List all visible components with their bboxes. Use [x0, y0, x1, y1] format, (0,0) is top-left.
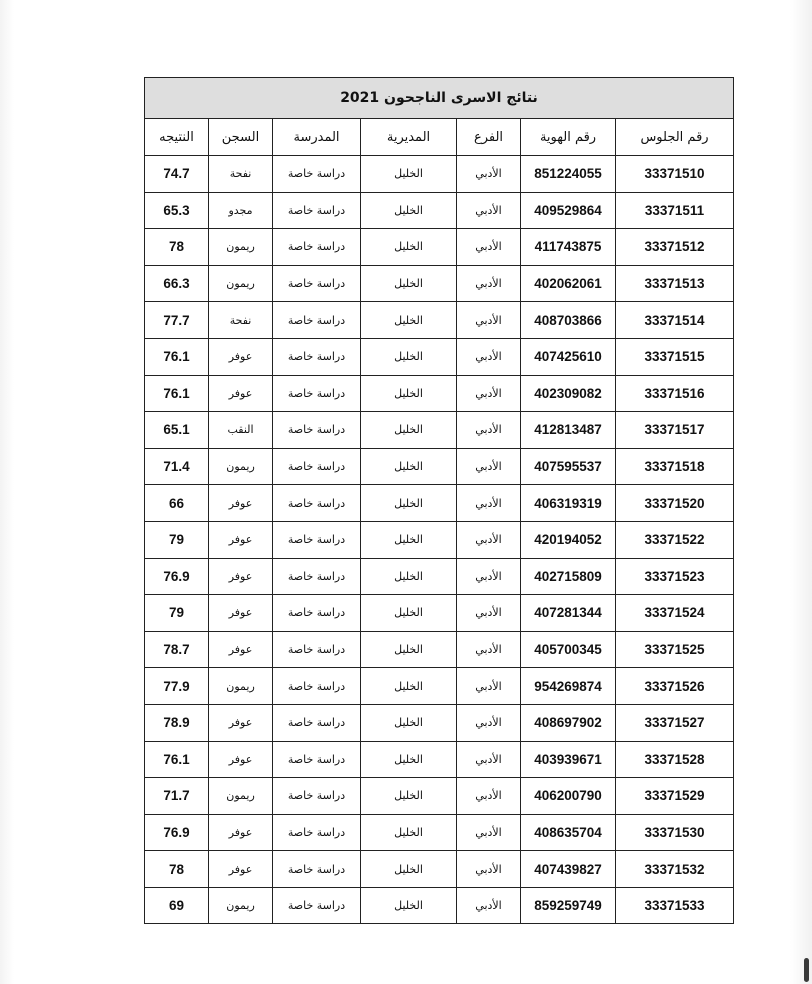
directorate-cell: الخليل — [361, 704, 457, 741]
prison-cell: ريمون — [209, 887, 273, 924]
prison-cell: نفحة — [209, 302, 273, 339]
seat-number-cell: 33371533 — [616, 887, 734, 924]
seat-number-cell: 33371528 — [616, 741, 734, 778]
school-cell: دراسة خاصة — [273, 558, 361, 595]
id-number-cell: 851224055 — [521, 156, 616, 193]
directorate-cell: الخليل — [361, 192, 457, 229]
seat-number-cell: 33371526 — [616, 668, 734, 705]
id-number-cell: 407439827 — [521, 851, 616, 888]
prison-cell: نفحة — [209, 156, 273, 193]
directorate-cell: الخليل — [361, 778, 457, 815]
table-row — [145, 192, 734, 229]
seat-number-cell: 33371524 — [616, 595, 734, 632]
prison-cell: عوفر — [209, 375, 273, 412]
directorate-cell: الخليل — [361, 668, 457, 705]
directorate-cell: الخليل — [361, 851, 457, 888]
result-cell: 79 — [145, 595, 209, 632]
branch-cell: الأدبي — [457, 778, 521, 815]
table-row — [145, 631, 734, 668]
id-number-cell: 407595537 — [521, 448, 616, 485]
directorate-cell: الخليل — [361, 448, 457, 485]
table-row — [145, 668, 734, 705]
result-cell: 76.1 — [145, 741, 209, 778]
result-cell: 78.9 — [145, 704, 209, 741]
school-cell: دراسة خاصة — [273, 448, 361, 485]
school-cell: دراسة خاصة — [273, 631, 361, 668]
school-cell: دراسة خاصة — [273, 814, 361, 851]
directorate-cell: الخليل — [361, 595, 457, 632]
header-seat-number: رقم الجلوس — [616, 119, 734, 156]
id-number-cell: 402715809 — [521, 558, 616, 595]
branch-cell: الأدبي — [457, 485, 521, 522]
prison-cell: عوفر — [209, 338, 273, 375]
result-cell: 77.9 — [145, 668, 209, 705]
seat-number-cell: 33371523 — [616, 558, 734, 595]
seat-number-cell: 33371527 — [616, 704, 734, 741]
result-cell: 76.9 — [145, 558, 209, 595]
table-row — [145, 887, 734, 924]
seat-number-cell: 33371529 — [616, 778, 734, 815]
prison-cell: عوفر — [209, 558, 273, 595]
school-cell: دراسة خاصة — [273, 741, 361, 778]
seat-number-cell: 33371520 — [616, 485, 734, 522]
branch-cell: الأدبي — [457, 302, 521, 339]
id-number-cell: 411743875 — [521, 229, 616, 266]
id-number-cell: 409529864 — [521, 192, 616, 229]
seat-number-cell: 33371517 — [616, 412, 734, 449]
id-number-cell: 406200790 — [521, 778, 616, 815]
table-body — [145, 156, 734, 924]
school-cell: دراسة خاصة — [273, 704, 361, 741]
id-number-cell: 405700345 — [521, 631, 616, 668]
school-cell: دراسة خاصة — [273, 192, 361, 229]
id-number-cell: 420194052 — [521, 521, 616, 558]
branch-cell: الأدبي — [457, 338, 521, 375]
seat-number-cell: 33371515 — [616, 338, 734, 375]
school-cell: دراسة خاصة — [273, 375, 361, 412]
id-number-cell: 402062061 — [521, 265, 616, 302]
id-number-cell: 408703866 — [521, 302, 616, 339]
branch-cell: الأدبي — [457, 668, 521, 705]
school-cell: دراسة خاصة — [273, 229, 361, 266]
header-school: المدرسة — [273, 119, 361, 156]
table-row — [145, 851, 734, 888]
header-row — [145, 119, 734, 156]
seat-number-cell: 33371511 — [616, 192, 734, 229]
directorate-cell: الخليل — [361, 375, 457, 412]
table-row — [145, 485, 734, 522]
prison-cell: عوفر — [209, 814, 273, 851]
id-number-cell: 859259749 — [521, 887, 616, 924]
branch-cell: الأدبي — [457, 156, 521, 193]
seat-number-cell: 33371510 — [616, 156, 734, 193]
table-row — [145, 778, 734, 815]
result-cell: 69 — [145, 887, 209, 924]
school-cell: دراسة خاصة — [273, 521, 361, 558]
table-row — [145, 265, 734, 302]
prison-cell: عوفر — [209, 631, 273, 668]
table-row — [145, 558, 734, 595]
directorate-cell: الخليل — [361, 485, 457, 522]
title-row — [145, 78, 734, 119]
prison-cell: ريمون — [209, 668, 273, 705]
result-cell: 71.7 — [145, 778, 209, 815]
branch-cell: الأدبي — [457, 631, 521, 668]
result-cell: 66 — [145, 485, 209, 522]
result-cell: 71.4 — [145, 448, 209, 485]
branch-cell: الأدبي — [457, 375, 521, 412]
directorate-cell: الخليل — [361, 229, 457, 266]
seat-number-cell: 33371530 — [616, 814, 734, 851]
prison-cell: عوفر — [209, 521, 273, 558]
seat-number-cell: 33371525 — [616, 631, 734, 668]
table-row — [145, 704, 734, 741]
seat-number-cell: 33371516 — [616, 375, 734, 412]
branch-cell: الأدبي — [457, 558, 521, 595]
table-row — [145, 412, 734, 449]
branch-cell: الأدبي — [457, 741, 521, 778]
table-row — [145, 521, 734, 558]
id-number-cell: 403939671 — [521, 741, 616, 778]
result-cell: 65.1 — [145, 412, 209, 449]
id-number-cell: 402309082 — [521, 375, 616, 412]
directorate-cell: الخليل — [361, 265, 457, 302]
table-row — [145, 741, 734, 778]
prison-cell: عوفر — [209, 485, 273, 522]
seat-number-cell: 33371513 — [616, 265, 734, 302]
header-prison: السجن — [209, 119, 273, 156]
header-directorate: المديرية — [361, 119, 457, 156]
school-cell: دراسة خاصة — [273, 887, 361, 924]
prison-cell: عوفر — [209, 704, 273, 741]
prison-cell: عوفر — [209, 851, 273, 888]
school-cell: دراسة خاصة — [273, 338, 361, 375]
table-row — [145, 229, 734, 266]
result-cell: 78 — [145, 851, 209, 888]
id-number-cell: 407281344 — [521, 595, 616, 632]
id-number-cell: 954269874 — [521, 668, 616, 705]
id-number-cell: 407425610 — [521, 338, 616, 375]
branch-cell: الأدبي — [457, 704, 521, 741]
directorate-cell: الخليل — [361, 814, 457, 851]
directorate-cell: الخليل — [361, 558, 457, 595]
id-number-cell: 408635704 — [521, 814, 616, 851]
table-row — [145, 302, 734, 339]
school-cell: دراسة خاصة — [273, 302, 361, 339]
result-cell: 65.3 — [145, 192, 209, 229]
prison-cell: ريمون — [209, 448, 273, 485]
table-title: نتائج الاسرى الناجحون 2021 — [145, 78, 734, 119]
branch-cell: الأدبي — [457, 229, 521, 266]
seat-number-cell: 33371512 — [616, 229, 734, 266]
directorate-cell: الخليل — [361, 521, 457, 558]
branch-cell: الأدبي — [457, 887, 521, 924]
header-id-number: رقم الهوية — [521, 119, 616, 156]
scrollbar-thumb[interactable] — [804, 958, 809, 982]
prison-cell: ريمون — [209, 778, 273, 815]
results-table — [144, 77, 734, 924]
result-cell: 76.1 — [145, 375, 209, 412]
prison-cell: مجدو — [209, 192, 273, 229]
directorate-cell: الخليل — [361, 156, 457, 193]
school-cell: دراسة خاصة — [273, 595, 361, 632]
branch-cell: الأدبي — [457, 814, 521, 851]
school-cell: دراسة خاصة — [273, 485, 361, 522]
table-row — [145, 338, 734, 375]
prison-cell: النقب — [209, 412, 273, 449]
branch-cell: الأدبي — [457, 851, 521, 888]
school-cell: دراسة خاصة — [273, 156, 361, 193]
result-cell: 76.9 — [145, 814, 209, 851]
school-cell: دراسة خاصة — [273, 778, 361, 815]
branch-cell: الأدبي — [457, 521, 521, 558]
table-row — [145, 814, 734, 851]
branch-cell: الأدبي — [457, 448, 521, 485]
seat-number-cell: 33371518 — [616, 448, 734, 485]
result-cell: 79 — [145, 521, 209, 558]
branch-cell: الأدبي — [457, 595, 521, 632]
header-result: النتيجه — [145, 119, 209, 156]
header-branch: الفرع — [457, 119, 521, 156]
table-row — [145, 156, 734, 193]
branch-cell: الأدبي — [457, 412, 521, 449]
school-cell: دراسة خاصة — [273, 265, 361, 302]
school-cell: دراسة خاصة — [273, 412, 361, 449]
table-row — [145, 595, 734, 632]
seat-number-cell: 33371532 — [616, 851, 734, 888]
table-row — [145, 448, 734, 485]
directorate-cell: الخليل — [361, 887, 457, 924]
directorate-cell: الخليل — [361, 412, 457, 449]
prison-cell: ريمون — [209, 265, 273, 302]
branch-cell: الأدبي — [457, 265, 521, 302]
prison-cell: ريمون — [209, 229, 273, 266]
result-cell: 78.7 — [145, 631, 209, 668]
directorate-cell: الخليل — [361, 302, 457, 339]
result-cell: 66.3 — [145, 265, 209, 302]
directorate-cell: الخليل — [361, 338, 457, 375]
prison-cell: عوفر — [209, 741, 273, 778]
id-number-cell: 412813487 — [521, 412, 616, 449]
directorate-cell: الخليل — [361, 631, 457, 668]
school-cell: دراسة خاصة — [273, 668, 361, 705]
result-cell: 76.1 — [145, 338, 209, 375]
result-cell: 74.7 — [145, 156, 209, 193]
id-number-cell: 406319319 — [521, 485, 616, 522]
school-cell: دراسة خاصة — [273, 851, 361, 888]
directorate-cell: الخليل — [361, 741, 457, 778]
prison-cell: عوفر — [209, 595, 273, 632]
table-row — [145, 375, 734, 412]
result-cell: 77.7 — [145, 302, 209, 339]
id-number-cell: 408697902 — [521, 704, 616, 741]
seat-number-cell: 33371514 — [616, 302, 734, 339]
seat-number-cell: 33371522 — [616, 521, 734, 558]
result-cell: 78 — [145, 229, 209, 266]
branch-cell: الأدبي — [457, 192, 521, 229]
